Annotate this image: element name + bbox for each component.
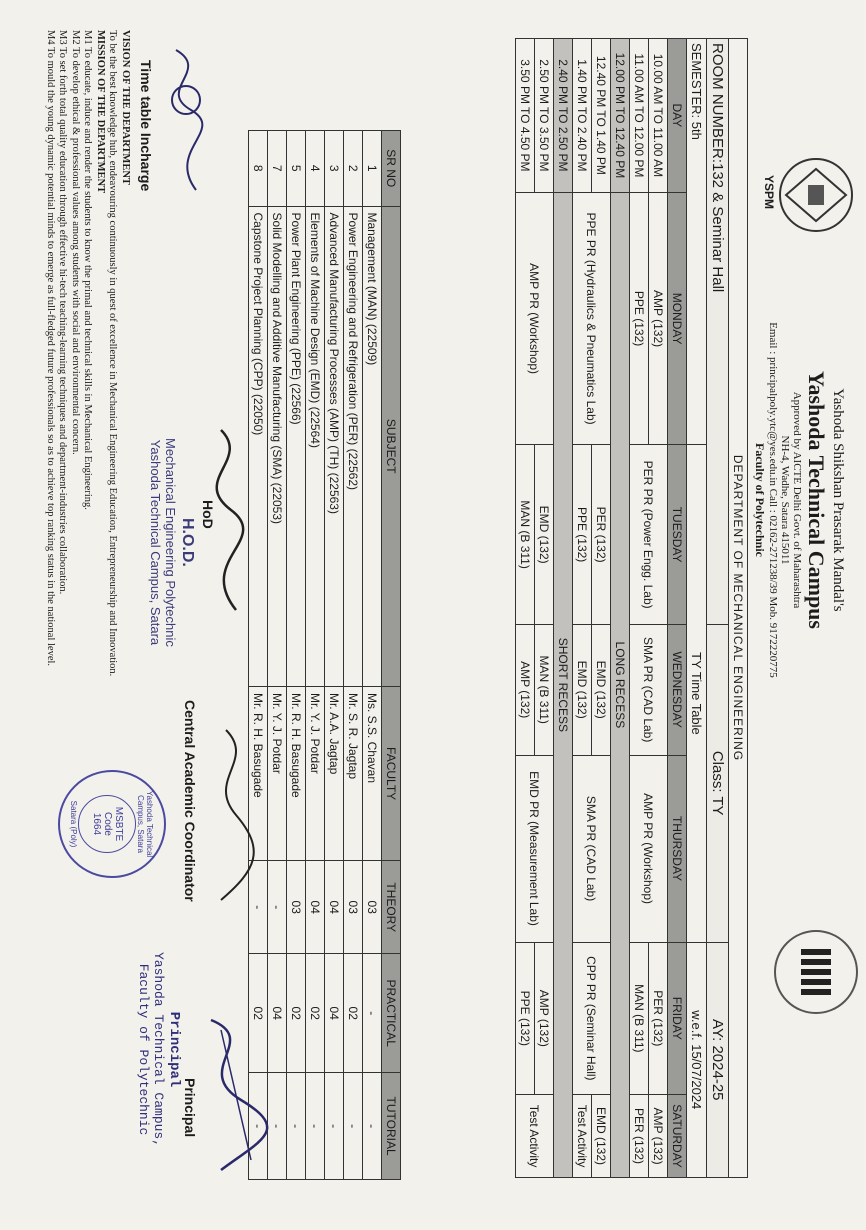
tutorial-hours: - <box>268 1073 287 1180</box>
mission-m1: M1 To educate, induce and render the students to know the primal and technical skills in Mechanical Engineering. <box>82 30 94 510</box>
theory-hours: - <box>249 861 268 954</box>
round-stamp-code: 1664 <box>91 812 102 836</box>
table-row <box>325 131 344 1180</box>
theory-hours: 04 <box>325 861 344 954</box>
time-slot: 2.40 PM TO 2.50 PM <box>554 39 573 193</box>
table-row <box>306 131 325 1180</box>
timetable <box>515 38 748 1178</box>
faculty-name: Mr. S. R. Jagtap <box>344 686 363 860</box>
faculty-name: Mr. A.A. Jagtap <box>325 686 344 860</box>
col-header: SUBJECT <box>382 206 401 686</box>
principal-stamp-title: Principal <box>166 1011 182 1088</box>
university-emblem-icon <box>774 930 858 1014</box>
semester: SEMESTER: 5th <box>687 39 707 445</box>
lecture-cell: EMD (132) <box>592 624 611 755</box>
time-slot: 12.00 PM TO 12.40 PM <box>611 39 630 193</box>
approval-line: Approved by AICTE Delhi Govt. of Maharashtra <box>791 391 803 609</box>
lecture-cell: AMP (132) <box>649 1095 668 1178</box>
round-stamp-board: MSBTE <box>113 806 124 842</box>
hod-stamp-title: H.O.D. <box>179 517 196 567</box>
recess-cell: LONG RECESS <box>611 192 630 1177</box>
hod-stamp-line2: Yashoda Technical Campus, Satara <box>148 439 163 646</box>
time-slot: 10.00 AM TO 11.00 AM <box>649 39 668 193</box>
logo-caption: YSPM <box>762 175 776 210</box>
sr-no: 1 <box>363 131 382 207</box>
recess-cell: SHORT RECESS <box>554 192 573 1177</box>
lecture-cell: CPP PR (Seminar Hall) <box>573 942 611 1095</box>
lecture-cell: PER PR (Power Engg. Lab) <box>630 445 668 624</box>
mission-m4: M4 To mould the young dynamic potential minds to emerge as full-fledged future professionals so as to achieve top ranking status in the national level. <box>45 30 56 667</box>
lecture-cell: AMP (132) <box>535 942 554 1095</box>
lecture-cell: EMD (132) <box>592 1095 611 1178</box>
subject-name: Solid Modelling and Additive Manufacturing (SMA) (22053) <box>268 206 287 686</box>
mission-title: MISSION OF THE DEPARTMENT <box>95 30 106 194</box>
lecture-cell: Test Activity <box>516 1095 554 1178</box>
hod-label: HoD <box>200 500 216 529</box>
vision-text: To be the best knowledge hub, endeavouring continuously in quest of excellence in Mechanical Engineering Education, Entrepreneurship and Innovation. <box>107 30 119 677</box>
hod-stamp-line1: Mechanical Engineering Polytechnic <box>163 438 178 647</box>
lecture-cell: PER (132) <box>649 942 668 1095</box>
theory-hours: 03 <box>287 861 306 954</box>
time-slot: 1.40 PM TO 2.40 PM <box>573 39 592 193</box>
lecture-cell: EMD (132) <box>573 624 592 755</box>
subject-name: Management (MAN) (22509) <box>363 206 382 686</box>
day-header: TUESDAY <box>668 445 687 624</box>
department-title: DEPARTMENT OF MECHANICAL ENGINEERING <box>729 39 748 1178</box>
lecture-cell: SMA PR (CAD Lab) <box>630 624 668 755</box>
mission-m3: M3 To set forth total quality education through effective hi-tech teaching-learning techniques and department-industries collaboration. <box>57 30 69 595</box>
table-row <box>287 131 306 1180</box>
sr-no: 4 <box>306 131 325 207</box>
time-slot: 11.00 AM TO 12.00 PM <box>630 39 649 193</box>
theory-hours: 04 <box>306 861 325 954</box>
lecture-cell: AMP (132) <box>649 192 668 445</box>
lecture-cell: MAN (B 311) <box>630 942 649 1095</box>
lecture-cell: PPE (132) <box>573 445 592 624</box>
hod-stamp <box>148 438 196 647</box>
principal-stamp <box>136 952 182 1147</box>
practical-hours: 02 <box>249 954 268 1073</box>
subject-name: Power Engineering and Refrigeration (PER) (22562) <box>344 206 363 686</box>
subject-name: Capstone Project Planning (CPP) (22050) <box>249 206 268 686</box>
lecture-cell: PPE PR (Hydraulics & Pneumatics Lab) <box>573 192 611 445</box>
sr-no: 5 <box>287 131 306 207</box>
subject-name: Advanced Manufacturing Processes (AMP) (TH) (22563) <box>325 206 344 686</box>
lecture-cell: EMD PR (Measurement Lab) <box>516 755 554 942</box>
day-header: MONDAY <box>668 192 687 445</box>
org-name: Yashoda Shikshan Prasarak Mandal's <box>830 388 846 612</box>
practical-hours: 02 <box>306 954 325 1073</box>
time-slot: 3.50 PM TO 4.50 PM <box>516 39 535 193</box>
campus-name: Yashoda Technical Campus <box>804 371 829 629</box>
incharge-signature-icon <box>146 40 216 210</box>
lecture-cell: AMP (132) <box>516 624 535 755</box>
subject-name: Power Plant Engineering (PPE) (22566) <box>287 206 306 686</box>
day-header: WEDNESDAY <box>668 624 687 755</box>
col-header: PRACTICAL <box>382 954 401 1073</box>
incharge-label: Time table Incharge <box>138 60 154 192</box>
coordinator-signature-icon <box>196 720 266 910</box>
practical-hours: 04 <box>268 954 287 1073</box>
class-label: Class: TY <box>707 624 729 942</box>
practical-hours: 04 <box>325 954 344 1073</box>
faculty-name: Mr. R. H. Basugade <box>287 686 306 860</box>
contact-line: Email : principalpoly.ytc@yes.edu.in Call : 02162-271238/39 Mob. 9172220775 <box>767 322 779 678</box>
tutorial-hours: - <box>325 1073 344 1180</box>
faculty-line: Faculty of Polytechnic <box>753 443 767 557</box>
tutorial-hours: - <box>363 1073 382 1180</box>
sr-no: 2 <box>344 131 363 207</box>
faculty-name: Mr. Y. J. Potdar <box>268 686 287 860</box>
timetable-title: TY Time Table <box>687 445 707 942</box>
principal-label: Principal <box>182 1078 198 1138</box>
lecture-cell: PER (132) <box>592 445 611 624</box>
sr-no: 8 <box>249 131 268 207</box>
table-row <box>344 131 363 1180</box>
theory-hours: 03 <box>344 861 363 954</box>
practical-hours: 02 <box>287 954 306 1073</box>
table-row <box>363 131 382 1180</box>
room-number: ROOM NUMBER:132 & Seminar Hall <box>707 39 729 625</box>
faculty-name: Ms. S.S. Chavan <box>363 686 382 860</box>
coordinator-label: Central Academic Coordinator <box>182 700 198 902</box>
vision-title: VISION OF THE DEPARTMENT <box>120 30 131 185</box>
lecture-cell: PPE (132) <box>630 192 649 445</box>
faculty-name: Mr. R. H. Basugade <box>249 686 268 860</box>
round-stamp-ring: Yashoda Technical Campus, Satara <box>136 790 155 858</box>
mission-m2: M2 To develop ethical & professional values among students with social and environmental concern. <box>70 30 81 455</box>
faculty-name: Mr. Y. J. Potdar <box>306 686 325 860</box>
round-stamp-place: Satara (Poly) <box>69 800 79 848</box>
time-slot: 2.50 PM TO 3.50 PM <box>535 39 554 193</box>
letterhead <box>752 150 846 850</box>
lecture-cell: Test Activity <box>573 1095 592 1178</box>
lecture-cell: SMA PR (CAD Lab) <box>573 755 611 942</box>
principal-stamp-line2: Faculty of Polytechnic <box>136 963 151 1136</box>
sr-no: 3 <box>325 131 344 207</box>
theory-hours: 03 <box>363 861 382 954</box>
tutorial-hours: - <box>287 1073 306 1180</box>
lecture-cell: AMP PR (Workshop) <box>630 755 668 942</box>
sr-no: 7 <box>268 131 287 207</box>
day-header: DAY <box>668 39 687 193</box>
theory-hours: - <box>268 861 287 954</box>
subject-name: Elements of Machine Design (EMD) (22564) <box>306 206 325 686</box>
lecture-cell: PPE (132) <box>516 942 535 1095</box>
day-header: FRIDAY <box>668 942 687 1095</box>
principal-stamp-line1: Yashoda Technical Campus, <box>151 952 166 1148</box>
col-header: THEORY <box>382 861 401 954</box>
day-header: SATURDAY <box>668 1095 687 1178</box>
tutorial-hours: - <box>344 1073 363 1180</box>
col-header: TUTORIAL <box>382 1073 401 1180</box>
wef-date: w.e.f. 15/07/2024 <box>687 942 707 1177</box>
col-header: SR NO <box>382 131 401 207</box>
address-line: NH-4, Wadhe, Satara 415011 <box>779 435 791 565</box>
practical-hours: - <box>363 954 382 1073</box>
lecture-cell: EMD (132) <box>535 445 554 624</box>
round-stamp-code-label: Code <box>102 812 113 836</box>
tutorial-hours: - <box>306 1073 325 1180</box>
time-slot: 12.40 PM TO 1.40 PM <box>592 39 611 193</box>
col-header: FACULTY <box>382 686 401 860</box>
day-header: THURSDAY <box>668 755 687 942</box>
vision-mission <box>44 30 132 1180</box>
academic-year: AY: 2024-25 <box>707 942 729 1177</box>
lecture-cell: MAN (B 311) <box>535 624 554 755</box>
lecture-cell: MAN (B 311) <box>516 445 535 624</box>
lecture-cell: AMP PR (Workshop) <box>516 192 554 445</box>
practical-hours: 02 <box>344 954 363 1073</box>
tutorial-hours: - <box>249 1073 268 1180</box>
lecture-cell: PER (132) <box>630 1095 649 1178</box>
